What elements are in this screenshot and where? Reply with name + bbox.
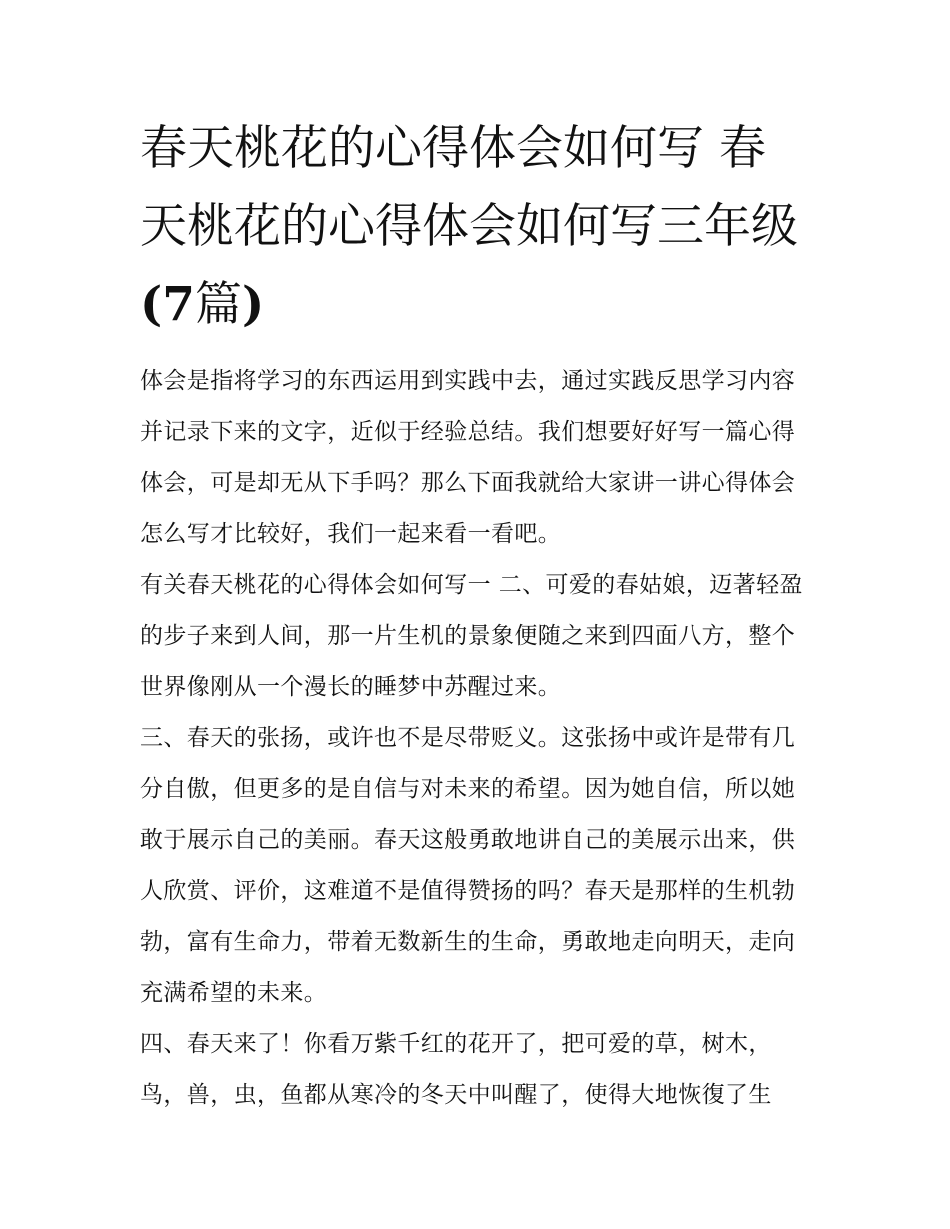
document-title (140, 110, 812, 344)
paragraph-2: 有关春天桃花的心得体会如何写一 二、可爱的春姑娘，迈著轻盈的步子来到人间，那一片生机的景象便随之来到四面八方，整个世界像刚从一个漫长的睡梦中苏醒过来。 (140, 572, 803, 700)
title-unit: 篇 (194, 277, 242, 332)
title-count: (7 (140, 277, 195, 332)
document-page (140, 110, 812, 1121)
title-close-paren: ) (241, 277, 265, 332)
paragraph-intro: 体会是指将学习的东西运用到实践中去，通过实践反思学习内容并记录下来的文字，近似于经验总结。我们想要好好写一篇心得体会，可是却无从下手吗？那么下面我就给大家讲一讲心得体会怎么写才比较好，我们一起来看一看吧。 (140, 368, 796, 547)
paragraph-4: 四、春天来了！你看万紫千红的花开了，把可爱的草，树木，鸟，兽，虫，鱼都从寒冷的冬天中叫醒了，使得大地恢復了生 (140, 1031, 772, 1108)
paragraph-3: 三、春天的张扬，或许也不是尽带贬义。这张扬中或许是带有几分自傲，但更多的是自信与对未来的希望。因为她自信，所以她敢于展示自己的美丽。春天这般勇敢地讲自己的美展示出来，供人欣赏、评价，这难道不是值得赞扬的吗？春天是那样的生机勃勃，富有生命力，带着无数新生的生命，勇敢地走向明天，走向充满希望的未来。 (140, 725, 796, 1006)
title-text: 春天桃花的心得体会如何写 春天桃花的心得体会如何写三年级 (140, 121, 798, 254)
